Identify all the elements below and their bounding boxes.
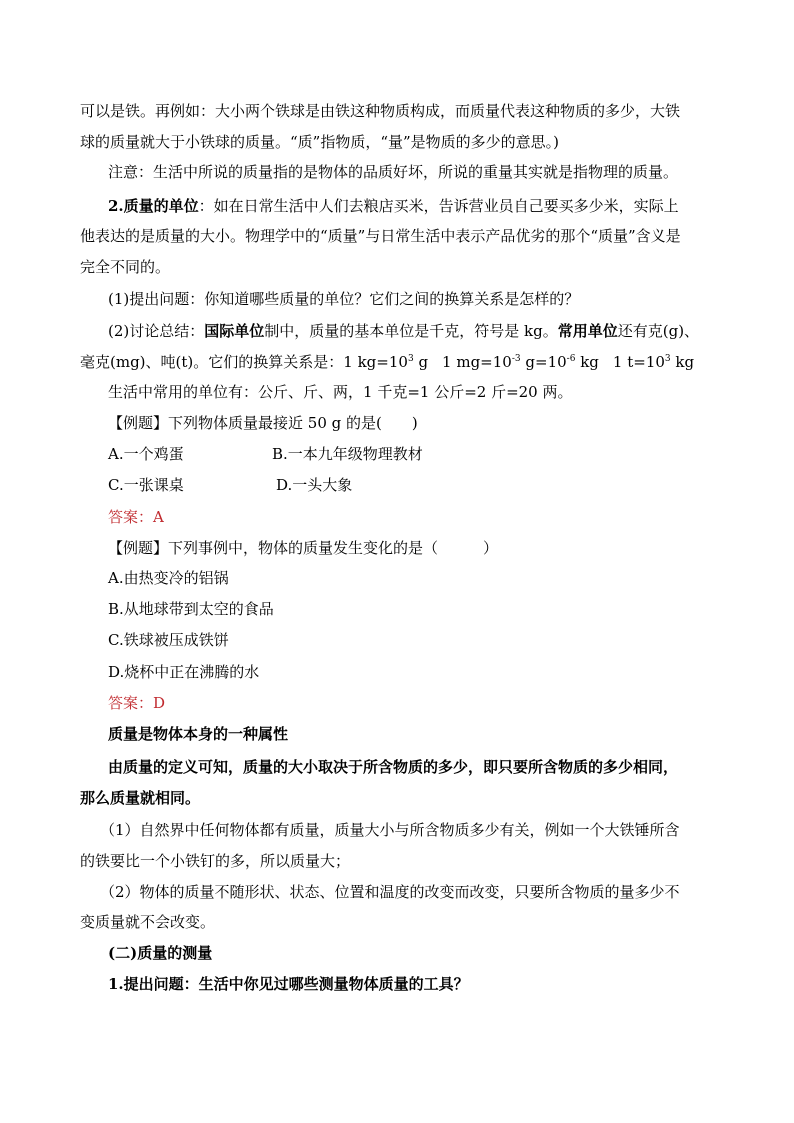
unit-section-line-2: 他表达的是质量的大小。物理学中的“质量”与日常生活中表示产品优劣的那个“质量”含义是 (80, 227, 681, 245)
conversion-t-kg: 1 $t=10^3$ kg (612, 353, 695, 371)
unit-conversion-line (80, 351, 720, 373)
q2-bold-common: 常用单位 (557, 322, 618, 340)
example-2-option-b: B.从地球带到太空的食品 (108, 600, 274, 618)
property-point-2-line-1: （2）物体的质量不随形状、状态、位置和温度的改变而改变，只要所含物质的量多少不 (100, 883, 680, 901)
note-paragraph: 注意：生活中所说的质量指的是物体的品质好坏，所说的重量其实就是指物理的质量。 (108, 163, 679, 181)
intro-line-1: 可以是铁。再例如：大小两个铁球是由铁这种物质构成，而质量代表这种物质的多少，大铁 (80, 102, 681, 120)
example-1-option-d: D.一头大象 (276, 476, 353, 494)
q2-bold-si: 国际单位 (204, 322, 265, 340)
example-1-options-ab (108, 443, 748, 465)
unit-section-line-1-text: ：如在日常生活中人们去粮店买米，告诉营业员自己要买多少米，实际上 (198, 197, 679, 215)
unit-section-line-1 (108, 195, 748, 217)
q2-middle: 制中，质量的基本单位是千克，符号是 kg。 (264, 322, 558, 340)
property-heading: 质量是物体本身的一种属性 (108, 725, 289, 743)
conversion-prefix: 毫克(mg)、吨(t)。它们的换算关系是： (80, 353, 344, 371)
property-bold-line-1: 由质量的定义可知，质量的大小取决于所含物质的多少，即只要所含物质的多少相同， (108, 758, 679, 776)
intro-line-2: 球的质量就大于小铁球的质量。“质”指物质，“量”是物质的多少的意思。) (80, 133, 560, 151)
example-1-options-cd (108, 474, 748, 496)
example-1-option-a: A.一个鸡蛋 (108, 445, 184, 463)
daily-units-line: 生活中常用的单位有：公斤、斤、两，1 千克=1 公斤=2 斤=20 两。 (108, 383, 573, 401)
q2-prefix: (2)讨论总结： (108, 322, 205, 340)
example-2-option-c: C.铁球被压成铁饼 (108, 631, 229, 649)
example-1-question: 【例题】下列物体质量最接近 50 g 的是( ) (108, 414, 418, 432)
property-point-1-line-2: 的铁要比一个小铁钉的多，所以质量大； (80, 852, 351, 870)
example-2-answer: 答案：D (108, 694, 166, 712)
property-bold-line-2: 那么质量就相同。 (80, 789, 201, 807)
unit-section-line-3: 完全不同的。 (80, 258, 171, 276)
measure-heading: (二)质量的测量 (108, 944, 213, 962)
property-point-2-line-2: 变质量就不会改变。 (80, 913, 216, 931)
example-2-question: 【例题】下列事例中，物体的质量发生变化的是（ ） (108, 539, 499, 557)
example-1-answer: 答案：A (108, 508, 164, 526)
conversion-kg-g: 1 $kg=10^3$ g (343, 353, 429, 371)
conversion-mg-g-kg: 1 $mg=10^{-3}$ $g=10^{-6}$ kg (442, 353, 599, 371)
q2-suffix: 还有克(g)、 (617, 322, 700, 340)
example-2-option-a: A.由热变冷的铝锅 (108, 569, 229, 587)
example-1-option-b: B.一本九年级物理教材 (272, 445, 423, 463)
measure-question-1: 1.提出问题：生活中你见过哪些测量物体质量的工具？ (108, 975, 469, 993)
unit-question-2 (108, 320, 748, 342)
unit-section-heading: 2.质量的单位 (108, 197, 199, 215)
example-1-option-c: C.一张课桌 (108, 476, 184, 494)
example-2-option-d: D.烧杯中正在沸腾的水 (108, 663, 260, 681)
unit-question-1: (1)提出问题：你知道哪些质量的单位？它们之间的换算关系是怎样的？ (108, 290, 580, 308)
property-point-1-line-1: （1）自然界中任何物体都有质量，质量大小与所含物质多少有关，例如一个大铁锤所含 (100, 821, 680, 839)
